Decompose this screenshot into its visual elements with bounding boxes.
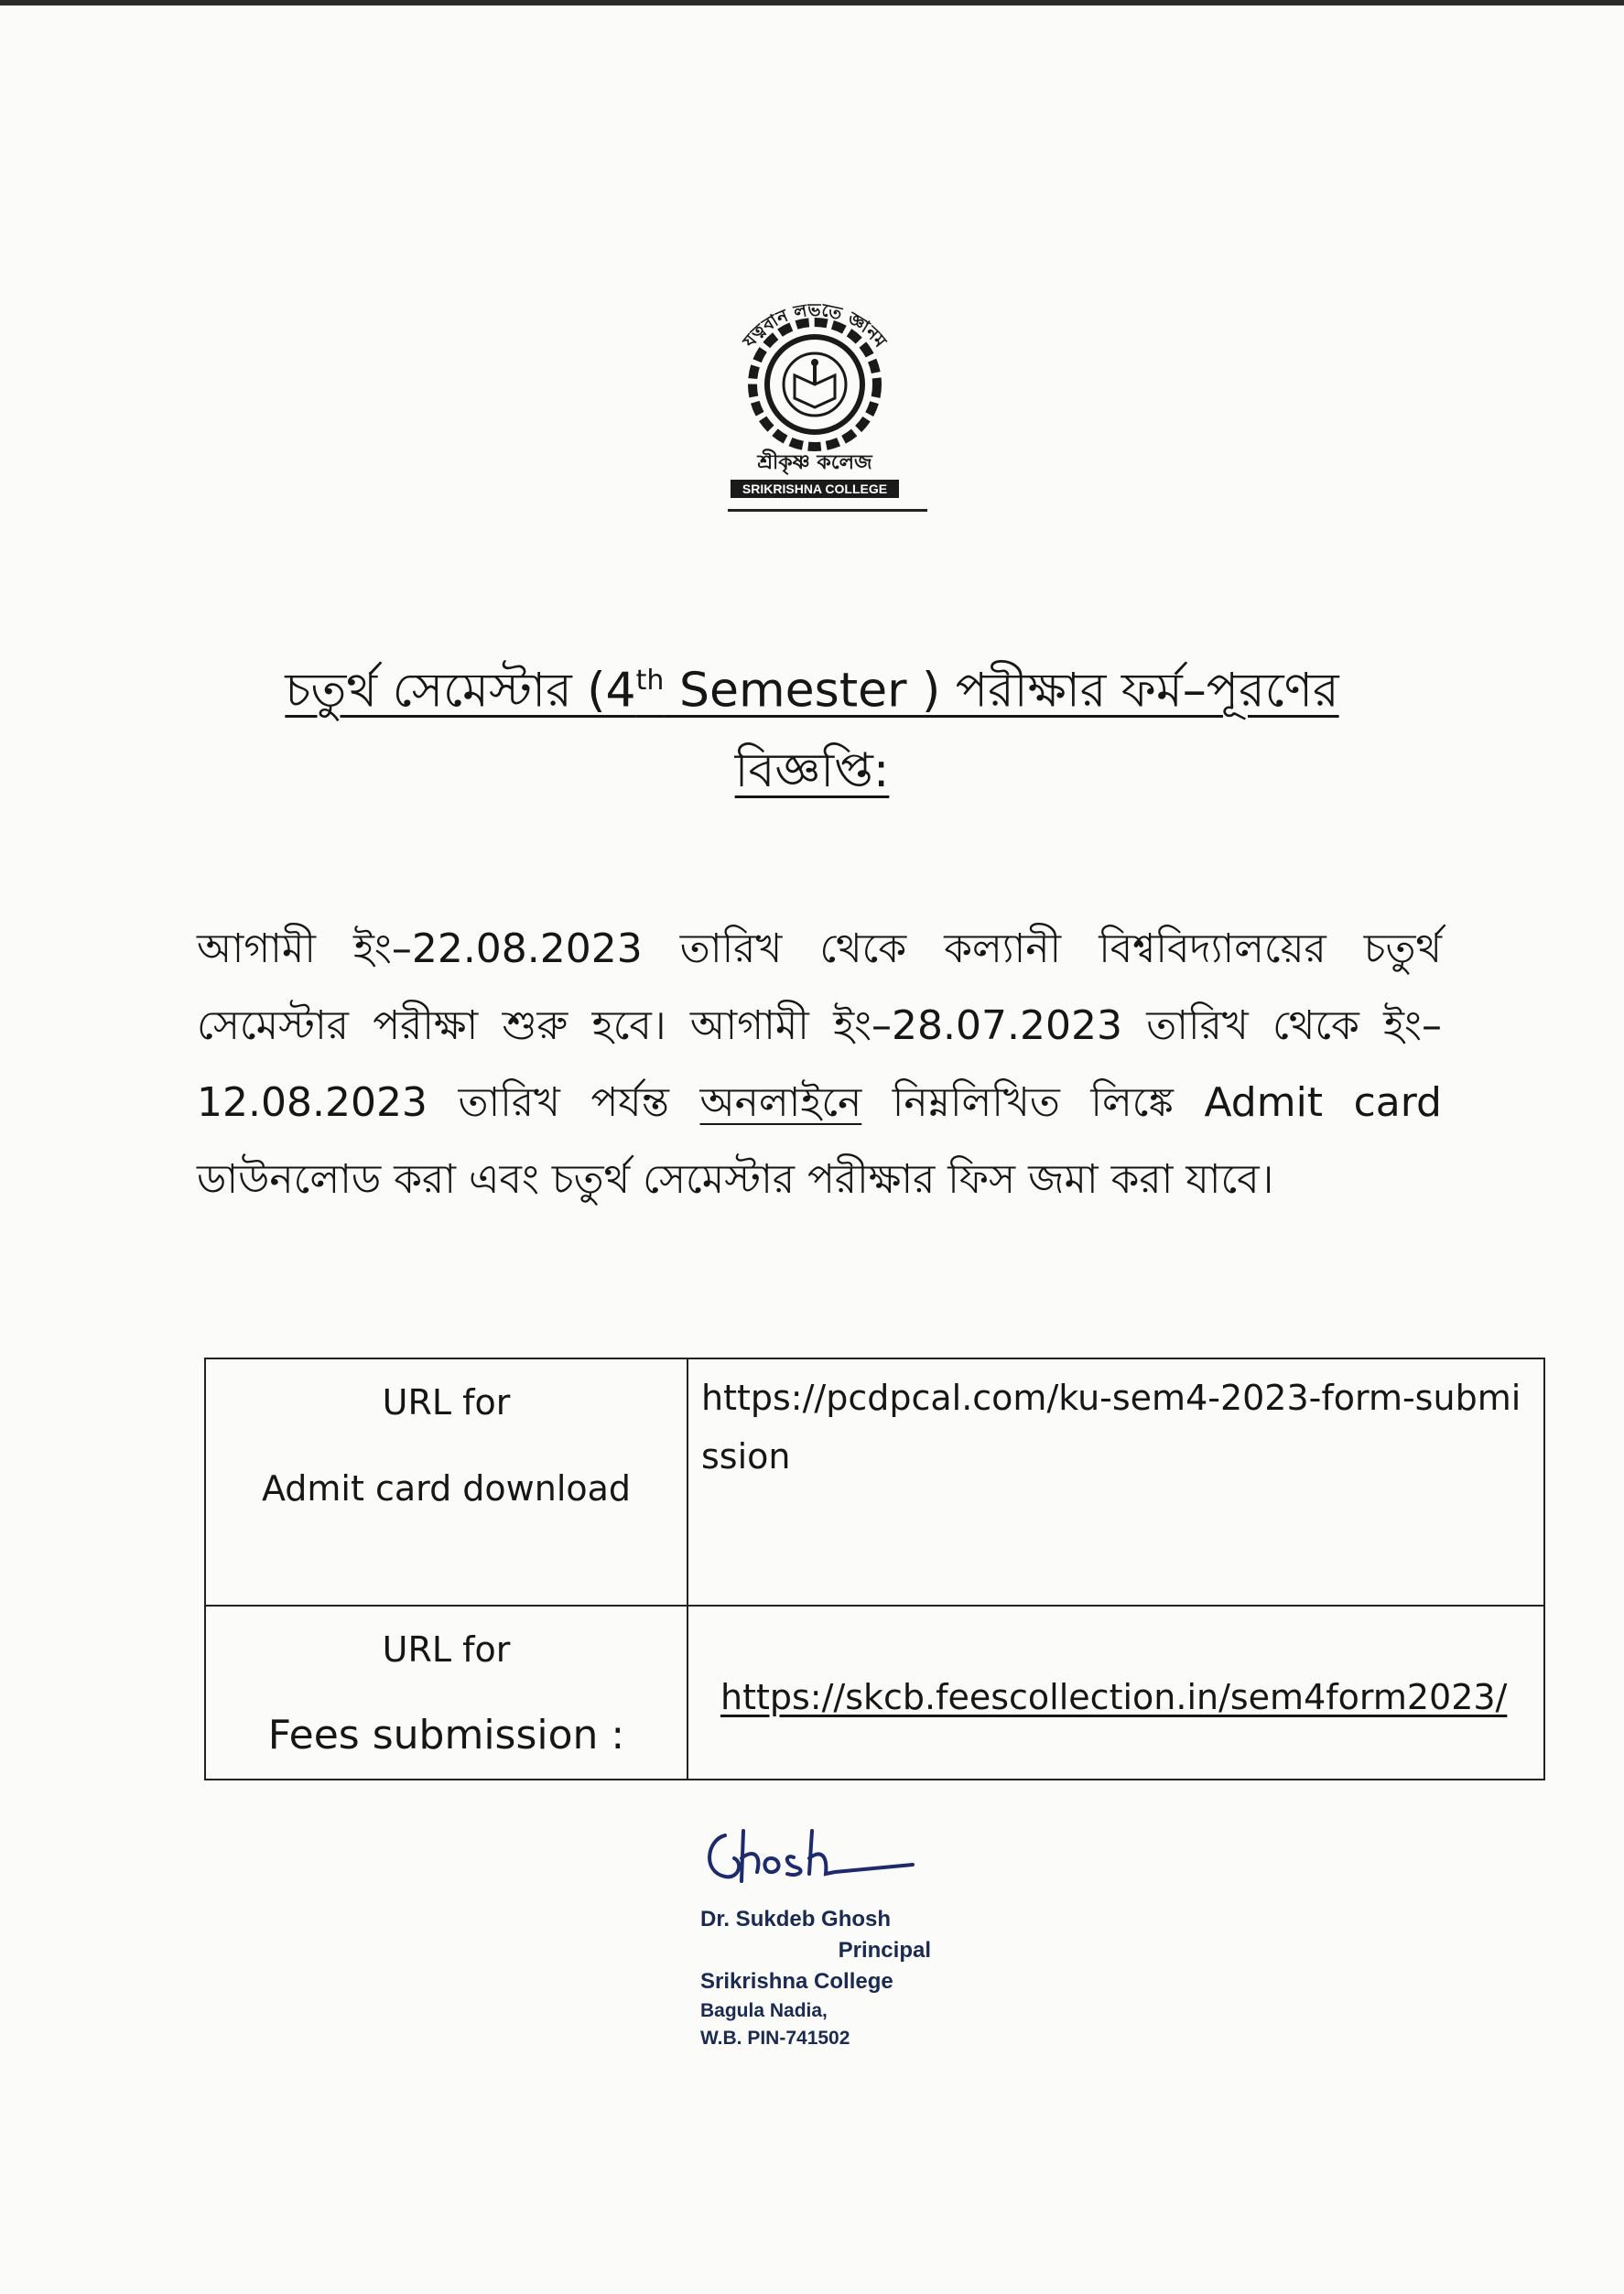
college-logo bbox=[696, 275, 934, 513]
online-word: অনলাইনে bbox=[699, 1079, 862, 1126]
signatory-title: Principal bbox=[838, 1938, 931, 1963]
fees-url-cell bbox=[687, 1606, 1544, 1780]
signatory-college: Srikrishna College bbox=[700, 1969, 893, 1994]
svg-text:SRIKRISHNA COLLEGE: SRIKRISHNA COLLEGE bbox=[742, 482, 888, 496]
signatory-address-1: Bagula Nadia, bbox=[700, 2000, 828, 2021]
admit-card-url-cell bbox=[687, 1358, 1544, 1606]
signatory-block bbox=[700, 1904, 957, 2052]
body-paragraph-part-2: নিম্নলিখিত লিঙ্কে Admit card ডাউনলোড করা এবং চতুর্থ সেমেস্টার পরীক্ষার ফিস জমা করা যাবে। bbox=[197, 1079, 1442, 1203]
signatory-address-2: W.B. PIN-741502 bbox=[700, 2028, 850, 2049]
signatory-name: Dr. Sukdeb Ghosh bbox=[700, 1907, 892, 1932]
admit-card-label-cell: URL for Admit card download bbox=[205, 1358, 687, 1606]
notice-body bbox=[197, 911, 1442, 1218]
svg-text:শ্রীকৃষ্ণ কলেজ: শ্রীকৃষ্ণ কলেজ bbox=[757, 451, 872, 474]
admit-card-url-link[interactable]: https://pcdpcal.com/ku-sem4-2023-form-submission bbox=[701, 1378, 1521, 1477]
fees-label-cell: URL for Fees submission : bbox=[205, 1606, 687, 1780]
notice-heading bbox=[229, 641, 1395, 811]
heading-line-1: চতুর্থ সেমেস্টার (4th Semester ) পরীক্ষার ফর্ম–পূরণের bbox=[285, 663, 1339, 719]
table-row bbox=[205, 1358, 1544, 1606]
table-row bbox=[205, 1606, 1544, 1780]
fees-url-link[interactable]: https://skcb.feescollection.in/sem4form2023/ bbox=[720, 1677, 1508, 1717]
logo-underline bbox=[728, 509, 927, 512]
top-edge bbox=[0, 0, 1624, 5]
heading-line-2: বিজ্ঞপ্তি: bbox=[734, 743, 890, 799]
url-table bbox=[204, 1358, 1545, 1780]
signature bbox=[698, 1817, 917, 1890]
svg-text:যত্নবান লভতে জ্ঞানম: যত্নবান লভতে জ্ঞানম bbox=[739, 299, 891, 352]
body-paragraph-part-1: আগামী ইং–22.08.2023 তারিখ থেকে কল্যানী বিশ্ববিদ্যালয়ের চতুর্থ সেমেস্টার পরীক্ষা শুরু হবে। আগামী ইং–28.07.2023 তারিখ থেকে ইং–12.08.2023 তারিখ পর্যন্ত bbox=[197, 925, 1442, 1126]
